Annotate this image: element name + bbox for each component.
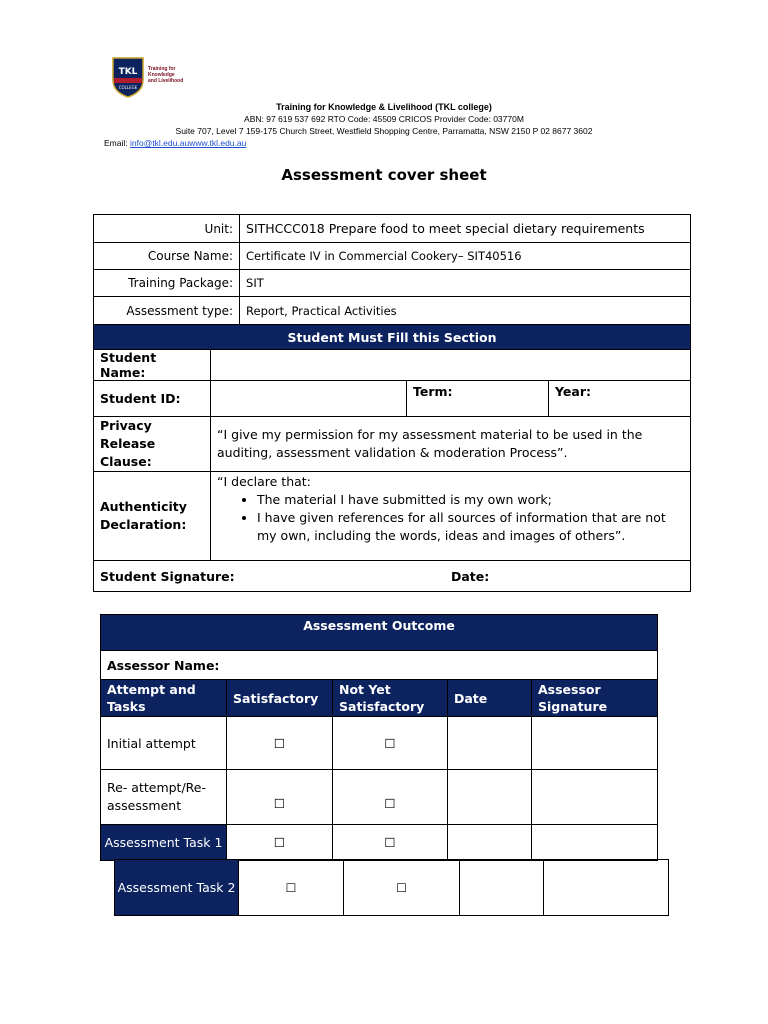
student-name-label: Student Name:	[94, 350, 211, 381]
student-id-label: Student ID:	[94, 381, 211, 417]
col-not-yet: Not Yet Satisfactory	[333, 680, 448, 717]
tkl-logo-shield-icon	[111, 56, 145, 98]
date-label: Date:	[450, 568, 490, 584]
type-label: Assessment type:	[94, 297, 240, 325]
course-label: Course Name:	[94, 243, 240, 270]
unit-value: SITHCCC018 Prepare food to meet special dietary requirements	[240, 215, 691, 243]
not-yet-checkbox[interactable]: ☐	[344, 860, 460, 916]
signature-cell[interactable]	[532, 717, 658, 770]
assessment-outcome-table	[100, 614, 658, 861]
assessor-name-row[interactable]	[101, 651, 658, 680]
privacy-text: “I give my permission for my assessment material to be used in the auditing, assessment validation & moderation Process”.	[211, 417, 691, 472]
student-id-field[interactable]	[211, 381, 407, 417]
col-satisfactory: Satisfactory	[227, 680, 333, 717]
row-initial-attempt: Initial attempt	[101, 717, 227, 770]
abn-line: ABN: 97 619 537 692 RTO Code: 45509 CRICOS Provider Code: 03770M	[244, 114, 524, 124]
course-value: Certificate IV in Commercial Cookery– SIT40516	[240, 243, 691, 270]
logo-subtitle: COLLEGE	[118, 85, 138, 90]
term-label[interactable]: Term:	[407, 381, 549, 417]
student-section-header: Student Must Fill this Section	[94, 325, 691, 350]
cover-info-table	[93, 214, 691, 592]
package-label: Training Package:	[94, 270, 240, 297]
satisfactory-checkbox[interactable]: ☐	[227, 717, 333, 770]
not-yet-checkbox[interactable]: ☐	[333, 717, 448, 770]
satisfactory-checkbox[interactable]: ☐	[239, 860, 344, 916]
address-line: Suite 707, Level 7 159-175 Church Street, Westfield Shopping Centre, Parramatta, NSW 2150 P 02 8677 3602	[175, 126, 593, 136]
row-task-2: Assessment Task 2	[115, 860, 239, 916]
privacy-label: Privacy Release Clause:	[94, 417, 211, 472]
date-cell[interactable]	[460, 860, 544, 916]
col-date: Date	[448, 680, 532, 717]
date-cell[interactable]	[448, 770, 532, 825]
declare-intro: “I declare that:	[217, 474, 311, 489]
declare-item: • I have given references for all sources of information that are not my own, including the words, ideas and images of others”.	[257, 509, 684, 545]
signature-cell[interactable]	[532, 825, 658, 861]
authenticity-text	[211, 472, 691, 561]
signature-row[interactable]	[94, 561, 691, 592]
year-label[interactable]: Year:	[549, 381, 691, 417]
signature-label: Student Signature:	[100, 568, 235, 584]
assessment-task-2-table	[114, 859, 669, 916]
type-value: Report, Practical Activities	[240, 297, 691, 325]
row-reattempt: Re- attempt/Re-assessment	[101, 770, 227, 825]
declare-item: • The material I have submitted is my own work;	[257, 491, 684, 509]
satisfactory-checkbox[interactable]: ☐	[227, 770, 333, 825]
email-line: Email: info@tkl.edu.auwww.tkl.edu.au	[104, 138, 247, 148]
page-title: Assessment cover sheet	[281, 166, 487, 184]
row-task-1: Assessment Task 1	[101, 825, 227, 861]
date-cell[interactable]	[448, 717, 532, 770]
package-value: SIT	[240, 270, 691, 297]
logo-abbr: TKL	[118, 67, 138, 77]
declare-list	[217, 491, 684, 545]
not-yet-checkbox[interactable]: ☐	[333, 770, 448, 825]
col-attempt: Attempt and Tasks	[101, 680, 227, 717]
signature-cell[interactable]	[544, 860, 669, 916]
assessor-label: Assessor Name:	[107, 657, 220, 673]
satisfactory-checkbox[interactable]: ☐	[227, 825, 333, 861]
signature-cell[interactable]	[532, 770, 658, 825]
date-cell[interactable]	[448, 825, 532, 861]
email-link[interactable]: info@tkl.edu.auwww.tkl.edu.au	[129, 138, 247, 148]
student-name-field[interactable]	[211, 350, 691, 381]
authenticity-label: Authenticity Declaration:	[94, 472, 211, 561]
unit-label: Unit:	[94, 215, 240, 243]
col-signature: Assessor Signature	[532, 680, 658, 717]
org-name: Training for Knowledge & Livelihood (TKL college)	[276, 102, 492, 112]
not-yet-checkbox[interactable]: ☐	[333, 825, 448, 861]
logo-tagline: Training for Knowledge and Livelihood	[148, 66, 184, 84]
outcome-title: Assessment Outcome	[101, 615, 658, 651]
